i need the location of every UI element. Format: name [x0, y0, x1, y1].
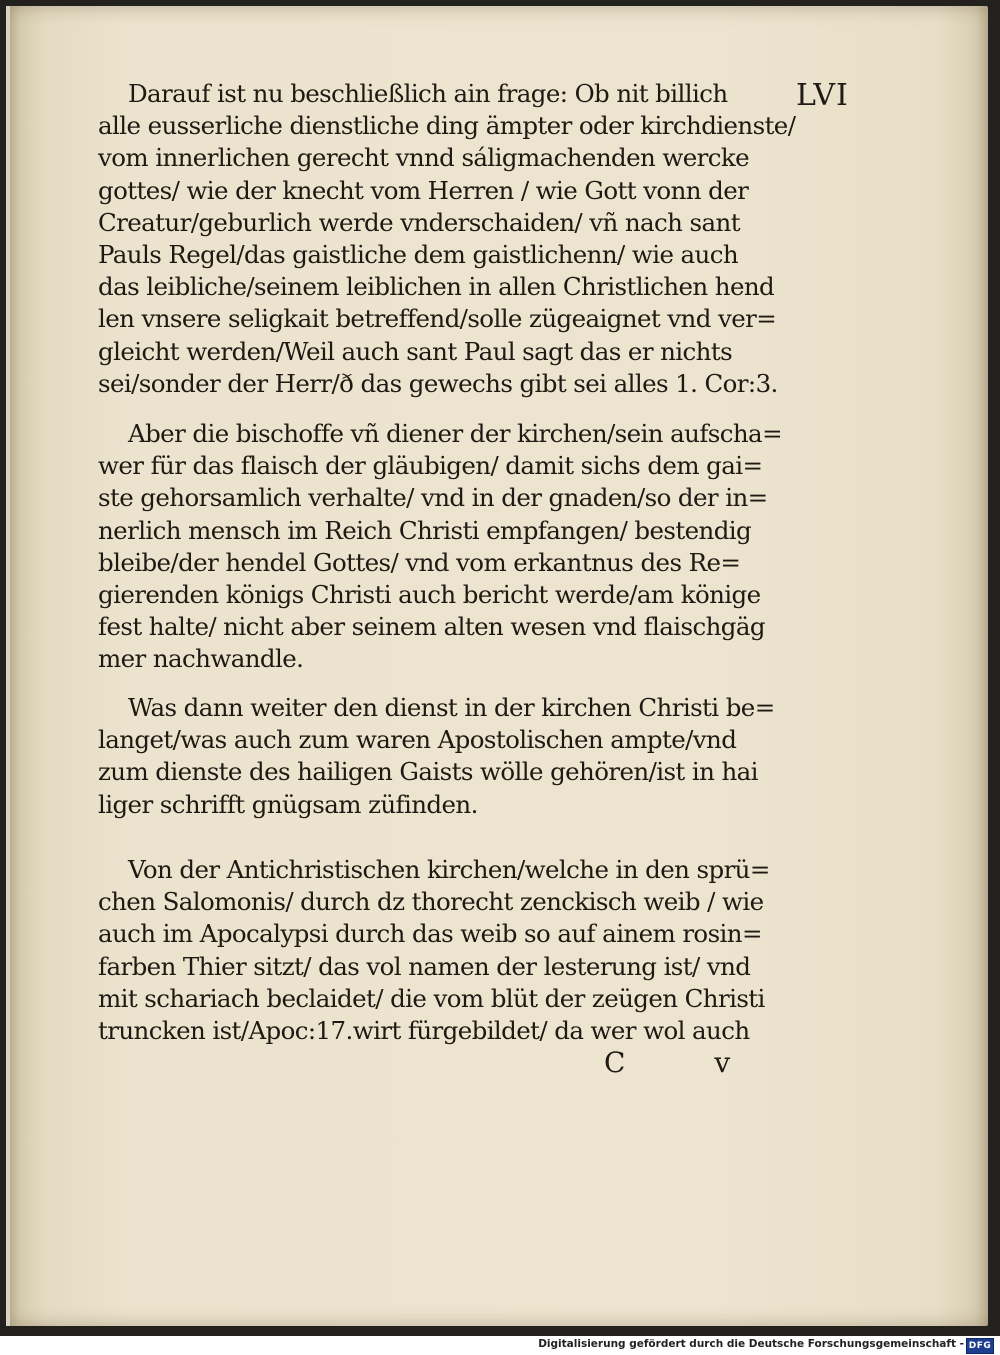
text-line: Von der Antichristischen kirchen/welche in den sprü=	[128, 855, 770, 884]
paragraph-2	[98, 418, 798, 676]
text-line: zum dienste des hailigen Gaists wölle gehören/ist in hai	[98, 757, 758, 787]
funding-credit: Digitalisierung gefördert durch die Deutsche Forschungsgemeinschaft -	[538, 1338, 964, 1350]
paragraph-4	[98, 854, 798, 1047]
text-line: gottes/ wie der knecht vom Herren / wie Gott vonn der	[98, 175, 749, 205]
text-line: chen Salomonis/ durch dz thorecht zenckisch weib / wie	[98, 887, 764, 917]
text-line: das leibliche/seinem leiblichen in allen Christlichen hend	[98, 272, 775, 302]
text-line: vom innerlichen gerecht vnnd sáligmachenden wercke	[98, 143, 749, 173]
text-line: truncken ist/Apoc:17.wirt fürgebildet/ da wer wol auch	[98, 1015, 750, 1045]
page-edge	[6, 6, 10, 1326]
text-line: ste gehorsamlich verhalte/ vnd in der gnaden/so der in=	[98, 483, 768, 513]
text-line: fest halte/ nicht aber seinem alten wesen vnd flaischgäg	[98, 612, 765, 642]
text-line: sei/sonder der Herr/ð das gewechs gibt sei alles 1. Cor:3.	[98, 368, 778, 398]
folio-number: LVI	[796, 78, 849, 113]
book-page	[6, 6, 988, 1326]
text-line: langet/was auch zum waren Apostolischen ampte/vnd	[98, 725, 737, 755]
text-line: Was dann weiter den dienst in der kirchen Christi be=	[128, 693, 775, 722]
text-line: mit schariach beclaidet/ die vom blüt der zeügen Christi	[98, 983, 765, 1013]
text-line: gierenden königs Christi auch bericht werde/am könige	[98, 579, 761, 609]
paragraph-3	[98, 692, 798, 821]
text-line: Aber die bischoffe vñ diener der kirchen/sein aufscha=	[128, 419, 782, 448]
text-line: Darauf ist nu beschließlich ain frage: Ob nit billich	[128, 79, 728, 108]
paragraph-1	[98, 78, 798, 400]
text-line: bleibe/der hendel Gottes/ vnd vom erkantnus des Re=	[98, 547, 741, 577]
text-line: alle eusserliche dienstliche ding ämpter oder kirchdienste/	[98, 111, 796, 141]
text-line: Pauls Regel/das gaistliche dem gaistlichenn/ wie auch	[98, 239, 739, 269]
text-line: gleicht werden/Weil auch sant Paul sagt das er nichts	[98, 336, 733, 366]
text-line: nerlich mensch im Reich Christi empfangen/ bestendig	[98, 515, 752, 545]
text-line: Creatur/geburlich werde vnderschaiden/ vñ nach sant	[98, 207, 740, 237]
signature-mark: C v	[604, 1046, 771, 1079]
text-line: wer für das flaisch der gläubigen/ damit sichs dem gai=	[98, 451, 763, 481]
text-line: len vnsere seligkait betreffend/solle zügeaignet vnd ver=	[98, 304, 777, 334]
text-line: farben Thier sitzt/ das vol namen der lesterung ist/ vnd	[98, 951, 751, 981]
dfg-logo-icon[interactable]: DFG	[966, 1338, 994, 1354]
text-line: auch im Apocalypsi durch das weib so auf ainem rosin=	[98, 919, 762, 949]
text-line: liger schrifft gnügsam züfinden.	[98, 789, 478, 819]
text-line: mer nachwandle.	[98, 644, 304, 674]
footer-bar	[0, 1336, 1000, 1355]
